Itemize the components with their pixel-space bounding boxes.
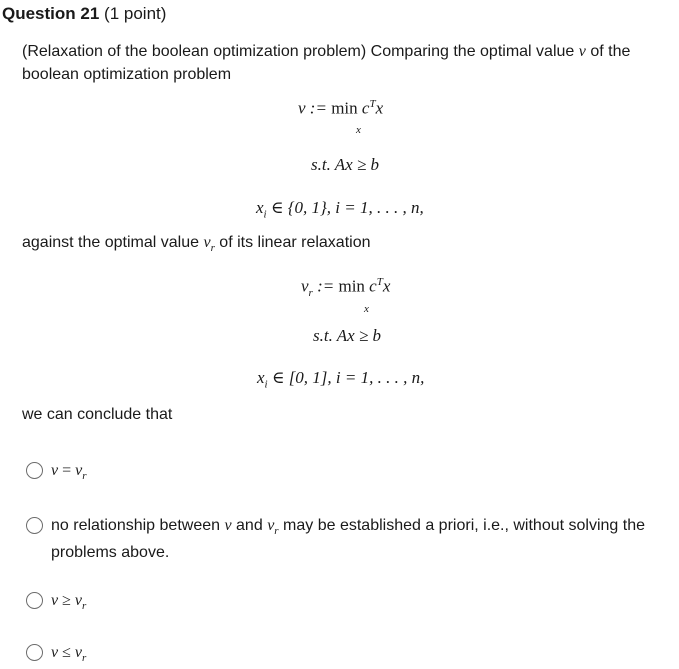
p1-c: c [361, 98, 370, 118]
opt2-text2: may be established a priori, i.e., without solving the problems above. [51, 517, 645, 562]
opt1-lhs: v [51, 462, 59, 479]
p2-constraint-text: s.t. Ax ≥ b [313, 326, 382, 345]
p2-lhs-sub: r [308, 287, 313, 300]
opt3-rhs: v [74, 592, 82, 609]
opt2-and: and [236, 517, 263, 534]
p2-lhs-v: v [301, 276, 309, 296]
intro-text-1: (Relaxation of the boolean optimization problem) Comparing the optimal value [22, 43, 575, 60]
middle-text-1: against the optimal value [22, 234, 199, 251]
p2-domain-rest: ∈ [0, 1], i = 1, . . . , n, [267, 368, 425, 387]
opt4-rhs-sub: r [82, 652, 87, 665]
conclusion-text: we can conclude that [22, 406, 173, 423]
opt4-rhs: v [74, 644, 82, 661]
question-points: (1 point) [104, 4, 167, 23]
opt3-lhs: v [51, 592, 59, 609]
p1-constraint-text: s.t. Ax ≥ b [311, 155, 380, 174]
middle-text-2: of its linear relaxation [219, 234, 371, 251]
radio-option-3[interactable] [26, 592, 43, 609]
p1-T: T [369, 98, 376, 110]
p2-T: T [376, 276, 383, 288]
problem2-constraint [313, 326, 381, 346]
problem2-domain [257, 368, 424, 390]
middle-text [22, 234, 370, 254]
p2-domain-x: x [257, 368, 265, 387]
radio-option-4[interactable] [26, 644, 43, 661]
p1-domain-rest: ∈ {0, 1}, i = 1, . . . , n, [266, 198, 424, 217]
intro-text-2: of the boolean optimization problem [22, 43, 631, 83]
p2-x: x [382, 276, 391, 296]
option-less-equal[interactable] [26, 642, 86, 669]
question-title: Question 21 [2, 4, 100, 23]
opt3-rhs-sub: r [82, 600, 87, 613]
option-2-label[interactable] [51, 515, 646, 564]
option-no-relationship[interactable] [26, 515, 646, 564]
opt2-v: v [224, 517, 232, 534]
radio-option-2[interactable] [26, 517, 43, 534]
p2-lhs-rest: := [312, 276, 335, 296]
option-equal[interactable] [26, 460, 87, 487]
p1-domain-sub: i [263, 208, 267, 221]
p2-domain-sub: i [264, 378, 268, 391]
opt1-rhs: v [75, 462, 83, 479]
option-4-label[interactable] [51, 642, 86, 669]
option-1-label[interactable] [51, 460, 87, 487]
opt1-rhs-sub: r [82, 470, 87, 483]
question-intro [22, 40, 672, 86]
middle-var-sub: r [210, 242, 215, 255]
problem1-constraint [311, 155, 379, 175]
opt4-lhs: v [51, 644, 59, 661]
question-header [2, 4, 166, 24]
p2-min: min [338, 276, 365, 296]
opt2-vr: v [267, 517, 275, 534]
opt3-op: ≥ [58, 592, 75, 609]
p2-c: c [369, 276, 377, 296]
p1-x: x [375, 98, 384, 118]
opt4-op: ≤ [58, 644, 75, 661]
option-greater-equal[interactable] [26, 590, 86, 617]
opt1-op: = [58, 462, 76, 479]
problem1-domain [256, 198, 424, 220]
p1-min: min [331, 98, 358, 118]
p1-domain-x: x [256, 198, 264, 217]
opt2-text1: no relationship between [51, 517, 221, 534]
p2-under-min: x [364, 303, 369, 315]
option-3-label[interactable] [51, 590, 86, 617]
problem2-objective [301, 276, 390, 299]
p1-under-min: x [356, 124, 361, 136]
radio-option-1[interactable] [26, 462, 43, 479]
opt2-vr-sub: r [274, 525, 279, 538]
intro-var-v: v [578, 43, 586, 60]
middle-var: v [203, 234, 211, 251]
problem1-objective [298, 98, 383, 119]
p1-lhs: v := [298, 98, 327, 118]
